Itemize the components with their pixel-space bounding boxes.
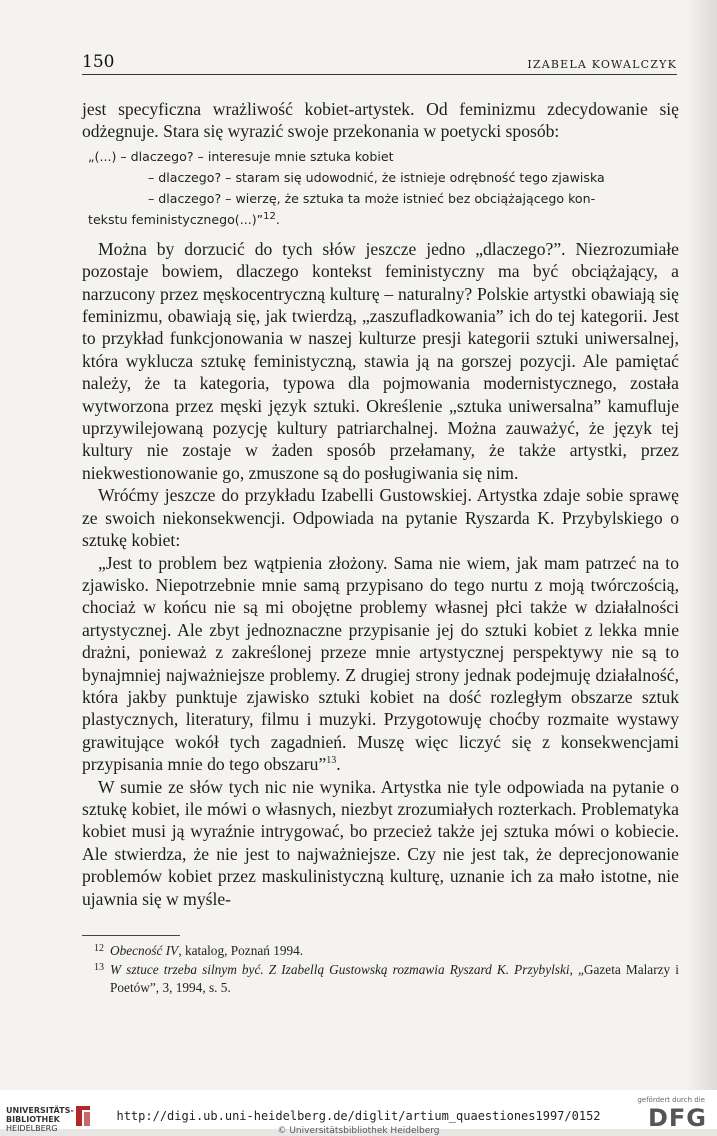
poem-line-4-text: tekstu feministycznego(...)” <box>88 211 264 227</box>
footnote-details: , katalog, Poznań 1994. <box>178 943 304 958</box>
quote-text: „Jest to problem bez wątpienia złożony. Sama nie wiem, jak mam patrzeć na to zjawisko. Niepotrzebnie mnie samą przypisano do tego nurtu z moją twórczością, chociaż w końcu nie są mi obojętne problemy własnej płci także w działalności artystycznej. Ale zbyt jednoznaczne przypisanie jej do sztuki kobiet z lekka mnie drażni, ponieważ z zakreślonej przeze mnie artystycznej perspektywy nie są to bynajmniej najważniejsze problemy. Z drugiej strony jednak podejmuję działalność, która jakby punktuje zjawisko sztuki kobiet na dość rozległym obszarze sztuk plastycznych, literatury, filmu i muzyki. Przygotowuję choćby rozmaite wystawy grawitujące wokół tych zagadnień. Muszę więc liczyć się z konsekwencjami przypisania mnie do tego obszaru” <box>82 552 679 775</box>
footnote-divider <box>82 935 180 936</box>
library-name-line-2: BIBLIOTHEK <box>6 1115 60 1124</box>
copyright-notice: © Universitätsbibliothek Heidelberg <box>277 1126 440 1136</box>
library-name-line-3: HEIDELBERG <box>6 1124 58 1133</box>
footnote-12 <box>82 942 679 961</box>
footnote-ref-13[interactable]: 13 <box>326 755 337 767</box>
paragraph-3: Wróćmy jeszcze do przykładu Izabelli Gustowskiej. Artystka zdaje sobie sprawę ze swoich niekonsekwencji. Odpowiada na pytanie Ryszarda K. Przybylskiego o sztukę kobiet: <box>82 485 679 551</box>
poem-line-1: „(...) – dlaczego? – interesuje mnie sztuka kobiet <box>88 148 394 164</box>
footnote-number: 13 <box>94 961 104 973</box>
running-header <box>82 52 677 75</box>
running-head-author: IZABELA KOWALCZYK <box>527 58 677 71</box>
page-number: 150 <box>82 52 115 72</box>
footnote-number: 12 <box>94 943 104 954</box>
poem-line-4 <box>88 209 679 230</box>
footnotes <box>82 942 679 998</box>
footnote-title: W sztuce trzeba silnym być. Z Izabellą Gustowską rozmawia Ryszard K. Przybylski <box>110 961 570 977</box>
page-edge-shadow <box>685 0 717 1090</box>
paragraph-2: Można by dorzucić do tych słów jeszcze jedno „dlaczego?”. Niezrozumiałe pozostaje bowiem, dlaczego kontekst feministyczny ma być obciążający, a narzucony przez męskocentryczną kulturę – naturalny? Polskie artystki obawiają się feminizmu, obawiają się, jak twierdzą, „zaszufladkowania” ich do tej kategorii. Jest to przykład funkcjonowania w naszej kulturze presji kategorii sztuki uniwersalnej, która wyklucza sztukę feministyczną, stawia ją na gorszej pozycji. Ale pamiętać należy, że ta kategoria, typowa dla pojmowania modernistycznego, została wytworzona przez męski język sztuki. Określenie „sztuka uniwersalna” kamufluje uprzywilejowaną pozycję kultury patriarchalnej. Można zauważyć, że język tej kultury nie zostaje w żaden sposób przełamany, że także artystki, przez niekwestionowanie go, zmuszone są do posługiwania się nim. <box>82 238 679 483</box>
footnote-text <box>110 942 679 961</box>
poem-line-4-end: . <box>275 211 280 227</box>
footnote-13 <box>82 961 679 998</box>
paragraph-5: W sumie ze słów tych nic nie wynika. Artystka nie tyle odpowiada na pytanie o sztukę kobiet, ile mówi o własnych, niezbyt zrozumiałych rozterkach. Problematyka kobiet musi ją wyraźnie intrygować, bo przecież także jej sztuka mówi o kobiecie. Ale stwierdza, że nie jest to najważniejsze. Czy nie jest tak, że deprecjonowanie problemów kobiet przez maskulinistyczną kulturę, uznanie ich za mało istotne, nie ujawnia się w myśle- <box>82 776 679 909</box>
paragraph-4-quote <box>82 552 679 776</box>
body-text <box>82 98 679 910</box>
funding-note: gefördert durch die <box>637 1096 705 1104</box>
footnote-ref-12[interactable]: 12 <box>263 210 276 222</box>
dfg-logo[interactable]: DFG <box>647 1104 707 1132</box>
poem-line-3: – dlaczego? – wierzę, że sztuka ta może istnieć bez obciążającego kon- <box>148 190 596 206</box>
library-name-line-1: UNIVERSITÄTS- <box>6 1106 74 1115</box>
paragraph-1: jest specyficzna wrażliwość kobiet-artystek. Od feminizmu zdecydowanie się odżegnuje. Stara się wyrazić swoje przekonania w poetycki sposób: <box>82 99 679 142</box>
quote-end: . <box>336 754 341 775</box>
footnote-details: , „Gazeta Malarzy i Poetów”, 3, 1994, s. 5. <box>110 961 679 995</box>
footnote-text <box>110 961 679 998</box>
quoted-poem <box>88 146 679 230</box>
permalink-url[interactable]: http://digi.ub.uni-heidelberg.de/diglit/artium_quaestiones1997/0152 <box>116 1109 601 1123</box>
footnote-title: Obecność IV <box>110 943 179 958</box>
poem-line-2: – dlaczego? – staram się udowodnić, że istnieje odrębność tego zjawiska <box>148 169 605 185</box>
